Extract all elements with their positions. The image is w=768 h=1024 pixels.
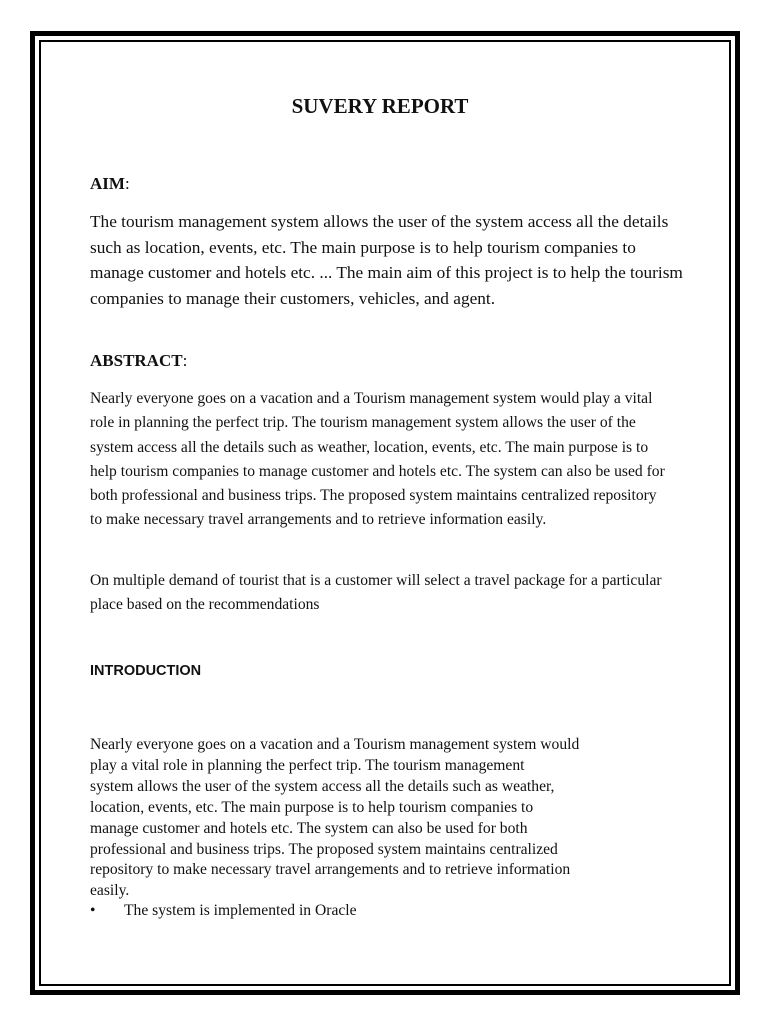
introduction-paragraph xyxy=(90,735,650,902)
bullet-item xyxy=(90,901,357,922)
abstract-heading xyxy=(90,351,187,371)
bullet-text: The system is implemented in Oracle xyxy=(124,902,357,919)
intro-line: Nearly everyone goes on a vacation and a Tourism management system would xyxy=(90,736,580,753)
abstract-paragraph: Nearly everyone goes on a vacation and a Tourism management system would play a vital role in planning the perfect trip. The tourism management system allows the user of the system access all the details such as weather, location, events, etc. The main purpose is to help tourism companies to manage customer and hotels etc. The system can also be used for both professional and business trips. The proposed system maintains centralized repository to make necessary travel arrangements and to retrieve information easily. xyxy=(90,390,665,529)
intro-line: professional and business trips. The proposed system maintains centralized xyxy=(90,840,558,858)
intro-line: easily. xyxy=(90,882,130,900)
introduction-heading: INTRODUCTION xyxy=(90,663,202,679)
intro-line: manage customer and hotels etc. The system can also be used for both xyxy=(90,819,528,837)
intro-line: system allows the user of the system access all the details such as weather, xyxy=(90,777,555,795)
aim-heading xyxy=(90,174,130,194)
intro-line: play a vital role in planning the perfect trip. The tourism management xyxy=(90,756,525,774)
bullet-symbol: • xyxy=(90,902,96,919)
abstract-heading-colon: : xyxy=(182,351,188,370)
abstract-heading-label: ABSTRACT xyxy=(90,351,183,370)
intro-line: repository to make necessary travel arrangements and to retrieve information xyxy=(90,861,571,879)
aim-heading-label: AIM xyxy=(90,174,125,193)
document-title: SUVERY REPORT xyxy=(291,94,469,118)
demand-paragraph: On multiple demand of tourist that is a customer will select a travel package for a particular place based on the recommendations xyxy=(90,572,662,614)
aim-paragraph: The tourism management system allows the user of the system access all the details such as location, events, etc. The main purpose is to help tourism companies to manage customer and hotels etc. ... The main aim of this project is to help the tourism companies to manage their customers, vehicles, and agent. xyxy=(90,212,683,308)
intro-line: location, events, etc. The main purpose is to help tourism companies to xyxy=(90,798,534,816)
aim-heading-colon: : xyxy=(124,174,130,193)
